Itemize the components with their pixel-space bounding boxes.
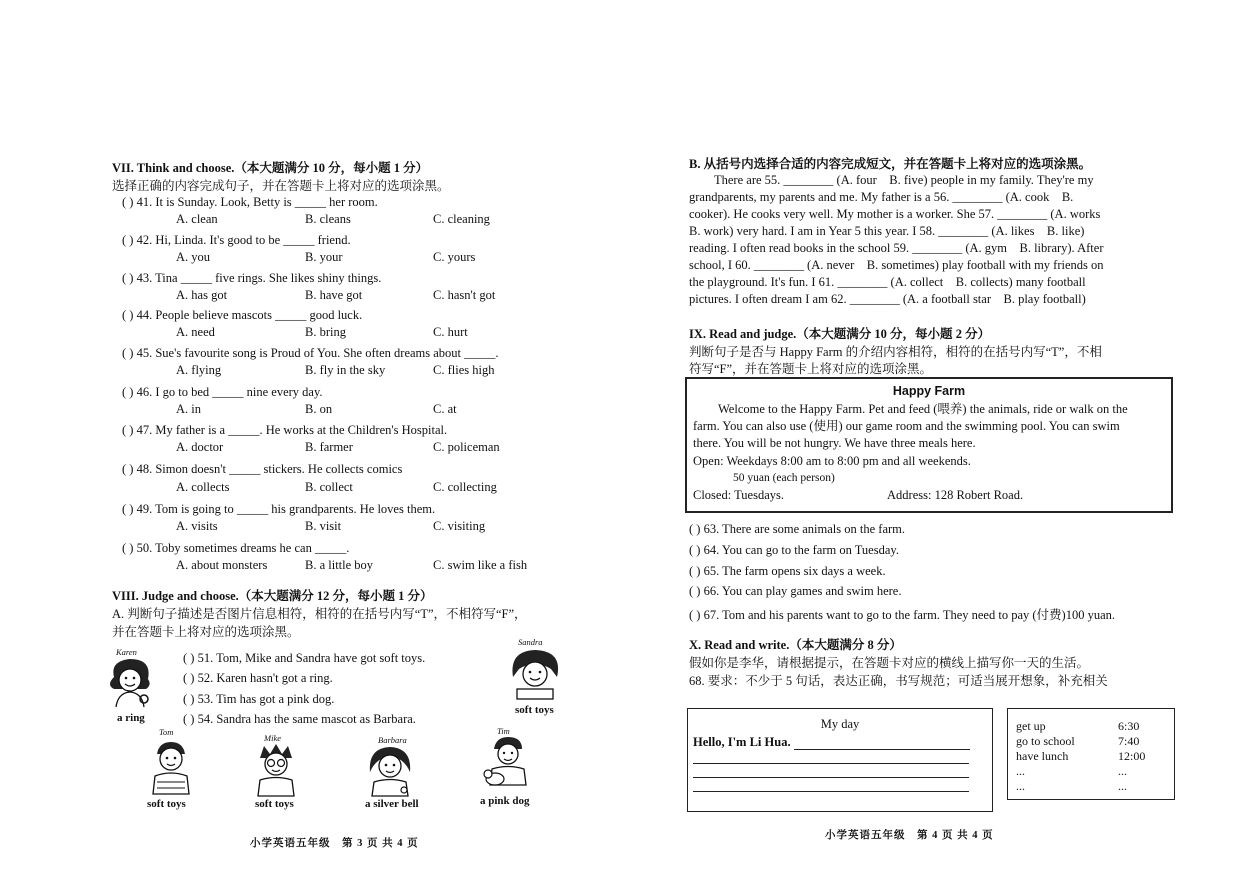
option-b: B. collect <box>305 480 353 494</box>
farm-closed: Closed: Tuesdays. <box>693 488 784 502</box>
question-44: ( ) 44. People believe mascots _____ good luck. <box>122 308 363 322</box>
schedule-time: ... <box>1118 779 1127 793</box>
schedule-box <box>1007 708 1175 800</box>
question-50: ( ) 50. Toby sometimes dreams he can _____. <box>122 541 350 555</box>
writing-line[interactable] <box>794 749 970 750</box>
option-c: C. at <box>433 402 457 416</box>
question-65: ( ) 65. The farm opens six days a week. <box>689 564 886 578</box>
section-10-instruction-2: 68. 要求：不少于 5 句话，表达正确，书写规范；可适当展开想象，补充相关 <box>689 674 1108 688</box>
schedule-time: 12:00 <box>1118 749 1146 763</box>
schedule-time: ... <box>1118 764 1127 778</box>
figure-caption: soft toys <box>255 798 294 810</box>
boy-cartoon-icon <box>145 738 195 796</box>
option-c: C. collecting <box>433 480 497 494</box>
question-67: ( ) 67. Tom and his parents want to go to the farm. They need to pay (付费)100 yuan. <box>689 608 1116 622</box>
writing-line[interactable] <box>693 791 969 792</box>
option-c: C. flies high <box>433 363 495 377</box>
passage-line: cooker). He cooks very well. My mother is a worker. She 57. ________ (A. works <box>689 207 1101 221</box>
section-8-instruction-2: 并在答题卡上将对应的选项涂黑。 <box>112 625 300 639</box>
figure-caption: soft toys <box>147 798 186 810</box>
figure-caption: a silver bell <box>365 798 419 810</box>
farm-text-line: farm. You can also use (使用) our game room and the swimming pool. You can swim <box>693 419 1120 433</box>
page-footer: 小学英语五年级 第 3 页 共 4 页 <box>250 838 419 849</box>
schedule-activity: get up <box>1016 719 1046 733</box>
figure-caption: soft toys <box>515 704 554 716</box>
option-b: B. bring <box>305 325 346 339</box>
figure-caption: a ring <box>117 712 145 724</box>
question-54: ( ) 54. Sandra has the same mascot as Barbara. <box>183 712 416 726</box>
passage-line: the playground. It's fun. I 61. ________ (A. collect B. collects) many football <box>689 275 1086 289</box>
option-c: C. yours <box>433 250 476 264</box>
option-b: B. cleans <box>305 212 351 226</box>
right-page <box>619 0 1238 880</box>
option-b: B. visit <box>305 519 342 533</box>
question-51: ( ) 51. Tom, Mike and Sandra have got soft toys. <box>183 651 426 665</box>
question-41: ( ) 41. It is Sunday. Look, Betty is _____ her room. <box>122 195 378 209</box>
passage-line: grandparents, my parents and me. My father is a 56. ________ (A. cook B. <box>689 190 1074 204</box>
option-c: C. hasn't got <box>433 288 496 302</box>
option-a: A. has got <box>176 288 228 302</box>
option-a: A. you <box>176 250 211 264</box>
section-9-instruction-2: 符写“F”，并在答题卡上将对应的选项涂黑。 <box>689 362 933 376</box>
question-47: ( ) 47. My father is a _____. He works at the Children's Hospital. <box>122 423 448 437</box>
passage-line: reading. I often read books in the school 59. ________ (A. gym B. library). After <box>689 241 1104 255</box>
question-48: ( ) 48. Simon doesn't _____ stickers. He collects comics <box>122 462 403 476</box>
option-a: A. doctor <box>176 440 224 454</box>
figure-name: Sandra <box>518 637 543 647</box>
option-a: A. flying <box>176 363 222 377</box>
schedule-time: 7:40 <box>1118 734 1140 748</box>
schedule-activity: ... <box>1016 779 1025 793</box>
question-63: ( ) 63. There are some animals on the farm. <box>689 522 906 536</box>
writing-line[interactable] <box>693 763 969 764</box>
passage-line: pictures. I often dream I am 62. ________ (A. a football star B. play football) <box>689 292 1086 306</box>
girl-cartoon-icon <box>505 647 565 702</box>
section-8-title: VIII. Judge and choose.（本大题满分 12 分，每小题 1 分） <box>112 589 433 603</box>
question-45: ( ) 45. Sue's favourite song is Proud of You. She often dreams about _____. <box>122 346 499 360</box>
writing-line[interactable] <box>693 777 969 778</box>
section-8-instruction-1: A. 判断句子描述是否图片信息相符，相符的在括号内写“T”，不相符写“F”， <box>112 607 527 621</box>
question-43: ( ) 43. Tina _____ five rings. She likes shiny things. <box>122 271 382 285</box>
figure-name: Barbara <box>378 735 407 745</box>
section-10-title: X. Read and write.（本大题满分 8 分） <box>689 638 902 652</box>
section-9-title: IX. Read and judge.（本大题满分 10 分，每小题 2 分） <box>689 327 991 341</box>
figure-name: Karen <box>116 647 137 657</box>
happy-farm-title: Happy Farm <box>892 384 966 398</box>
question-49: ( ) 49. Tom is going to _____ his grandparents. He loves them. <box>122 502 436 516</box>
question-53: ( ) 53. Tim has got a pink dog. <box>183 692 335 706</box>
farm-open-hours: Open: Weekdays 8:00 am to 8:00 pm and all weekends. <box>693 454 971 468</box>
option-c: C. visiting <box>433 519 486 533</box>
option-b: B. on <box>305 402 333 416</box>
schedule-activity: go to school <box>1016 734 1075 748</box>
page-footer: 小学英语五年级 第 4 页 共 4 页 <box>825 830 994 841</box>
happy-farm-box <box>685 377 1173 513</box>
option-b: B. a little boy <box>305 558 374 572</box>
my-day-writing-box <box>687 708 993 812</box>
option-b: B. farmer <box>305 440 353 454</box>
question-42: ( ) 42. Hi, Linda. It's good to be _____ friend. <box>122 233 351 247</box>
figure-name: Tim <box>497 726 510 736</box>
section-7-title: VII. Think and choose.（本大题满分 10 分，每小题 1 分） <box>112 161 429 175</box>
option-c: C. swim like a fish <box>433 558 528 572</box>
girl-cartoon-icon <box>364 744 416 797</box>
section-b-title: B. 从括号内选择合适的内容完成短文，并在答题卡上将对应的选项涂黑。 <box>689 157 1092 171</box>
option-a: A. clean <box>176 212 218 226</box>
option-a: A. visits <box>176 519 218 533</box>
question-64: ( ) 64. You can go to the farm on Tuesday. <box>689 543 899 557</box>
passage-line: B. work) very hard. I am in Year 5 this year. I 58. ________ (A. likes B. like) <box>689 224 1085 238</box>
farm-text-line: there. You will be not hungry. We have three meals here. <box>693 436 976 450</box>
figure-name: Tom <box>159 727 174 737</box>
girl-cartoon-icon <box>100 655 160 710</box>
option-b: B. your <box>305 250 343 264</box>
option-c: C. hurt <box>433 325 468 339</box>
my-day-title: My day <box>820 717 860 731</box>
question-52: ( ) 52. Karen hasn't got a ring. <box>183 671 333 685</box>
passage-line: There are 55. ________ (A. four B. five) people in my family. They're my <box>689 173 1094 187</box>
option-b: B. fly in the sky <box>305 363 386 377</box>
schedule-activity: have lunch <box>1016 749 1069 763</box>
farm-price: 50 yuan (each person) <box>733 472 835 484</box>
schedule-time: 6:30 <box>1118 719 1140 733</box>
option-b: B. have got <box>305 288 363 302</box>
schedule-activity: ... <box>1016 764 1025 778</box>
greeting-text: Hello, I'm Li Hua. <box>693 735 791 749</box>
boy-with-dog-icon <box>482 735 536 793</box>
farm-address: Address: 128 Robert Road. <box>887 488 1024 502</box>
option-a: A. in <box>176 402 201 416</box>
option-a: A. about monsters <box>176 558 268 572</box>
section-10-instruction-1: 假如你是李华，请根据提示，在答题卡对应的横线上描写你一天的生活。 <box>689 656 1090 670</box>
question-66: ( ) 66. You can play games and swim here. <box>689 584 902 598</box>
figure-name: Mike <box>264 733 281 743</box>
figure-caption: a pink dog <box>480 795 530 807</box>
option-a: A. need <box>176 325 215 339</box>
passage-line: school, I 60. ________ (A. never B. sometimes) play football with my friends on <box>689 258 1104 272</box>
option-c: C. cleaning <box>433 212 490 226</box>
option-c: C. policeman <box>433 440 500 454</box>
boy-cartoon-icon <box>250 742 300 797</box>
option-a: A. collects <box>176 480 230 494</box>
farm-text-line: Welcome to the Happy Farm. Pet and feed (喂养) the animals, ride or walk on the <box>693 402 1128 416</box>
question-46: ( ) 46. I go to bed _____ nine every day. <box>122 385 323 399</box>
section-9-instruction-1: 判断句子是否与 Happy Farm 的介绍内容相符，相符的在括号内写“T”，不相 <box>689 345 1102 359</box>
section-7-instruction: 选择正确的内容完成句子，并在答题卡上将对应的选项涂黑。 <box>112 179 450 193</box>
